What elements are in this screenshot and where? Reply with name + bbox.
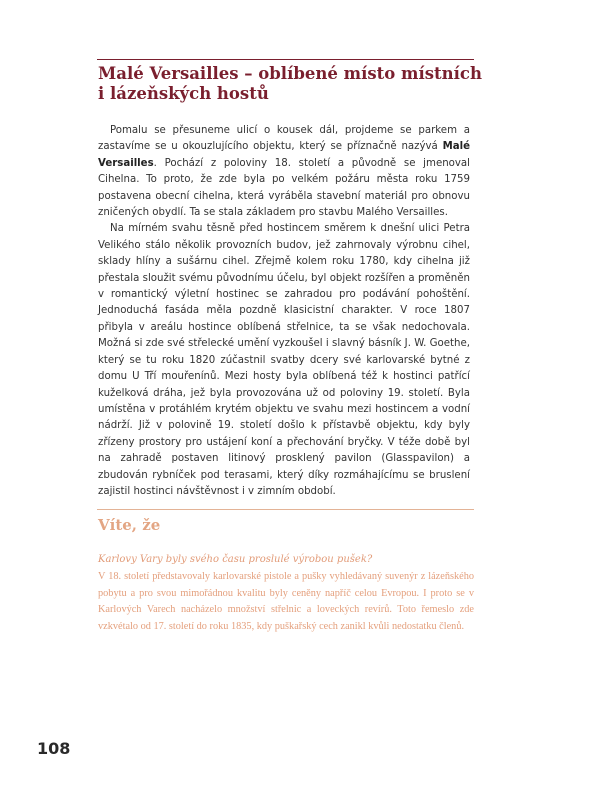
sidebar-question: Karlovy Vary byly svého času proslulé výrobou pušek?: [98, 554, 373, 565]
paragraph-1-bold: Malé Versailles: [98, 141, 470, 169]
paragraph-2: Na mírném svahu těsně před hostincem směrem k dnešní ulici Petra Velikého stálo několik provozních budov, jež zahrnovaly výrobnu cihel, sklady hlíny a sušárnu cihel. Zřejmě kolem roku 1780, kdy cihelna již přestala sloužit svému původnímu účelu, byl objekt rozšířen a proměněn v romantický výletní hostinec se zahradou pro podávání pohoštění. Jednoduchá fasáda měla pozdně klasicistní charakter. V roce 1807 přibyla v areálu hostince oblíbená střelnice, ta se však nedochovala. Možná si zde své střelecké umění vyzkoušel i slavný básník J. W. Goethe, který se tu roku 1820 zúčastnil svatby dcery své karlovarské bytné z domu U Tří mouřenínů. Mezi hosty byla oblíbená též k hostinci patřící kuželková dráha, jež byla provozována už od poloviny 19. století. Byla umístěna v protáhlém krytém objektu ve svahu mezi hostincem a vodní nádrží. Již v polovině 19. století došlo k přístavbě objektu, kdy byly zřízeny prostory pro ustájení koní a přechování bryčky. V téže době byl na zahradě postaven litinový prosklený pavilon (Glasspavilon) a zbudován rybníček pod terasami, který díky rozmáhajícímu se bruslení zajistil hostinci návštěvnost i v zimním období.: [98, 223, 470, 497]
article-body: [98, 123, 470, 500]
paragraph-1-start: Pomalu se přesuneme ulicí o kousek dál, projdeme se parkem a zastavíme se u okouzlujícího objektu, který se příznačně nazývá: [98, 125, 470, 153]
article-title: Malé Versailles – oblíbené místo místních i lázeňských hostů: [98, 64, 482, 103]
top-divider: [97, 59, 474, 60]
paragraph-1-end: . Pochází z poloviny 18. století a původně se jmenoval Cihelna. To proto, že zde byla po velkém požáru města roku 1759 postavena obecní cihelna, která vyráběla stavební materiál pro obnovu zničených obydlí. Ta se stala základem pro stavbu Malého Versailles.: [98, 157, 470, 219]
sidebar-text: V 18. století představovaly karlovarské pistole a pušky vyhledávaný suvenýr z lázeňského pobytu a pro svou mimořádnou kvalitu byly ceněny napříč celou Evropou. I proto se v Karlových Varech nacházelo množství střelnic a loveckých revírů. Toto řemeslo zde vzkvétalo od 17. století do roku 1835, kdy puškařský cech zanikl kvůli nedostatku členů.: [98, 571, 474, 632]
sidebar-divider: [97, 509, 474, 510]
page-number: 108: [37, 739, 71, 758]
sidebar-heading: Víte, že: [98, 516, 161, 534]
paragraph-1: [98, 123, 470, 221]
